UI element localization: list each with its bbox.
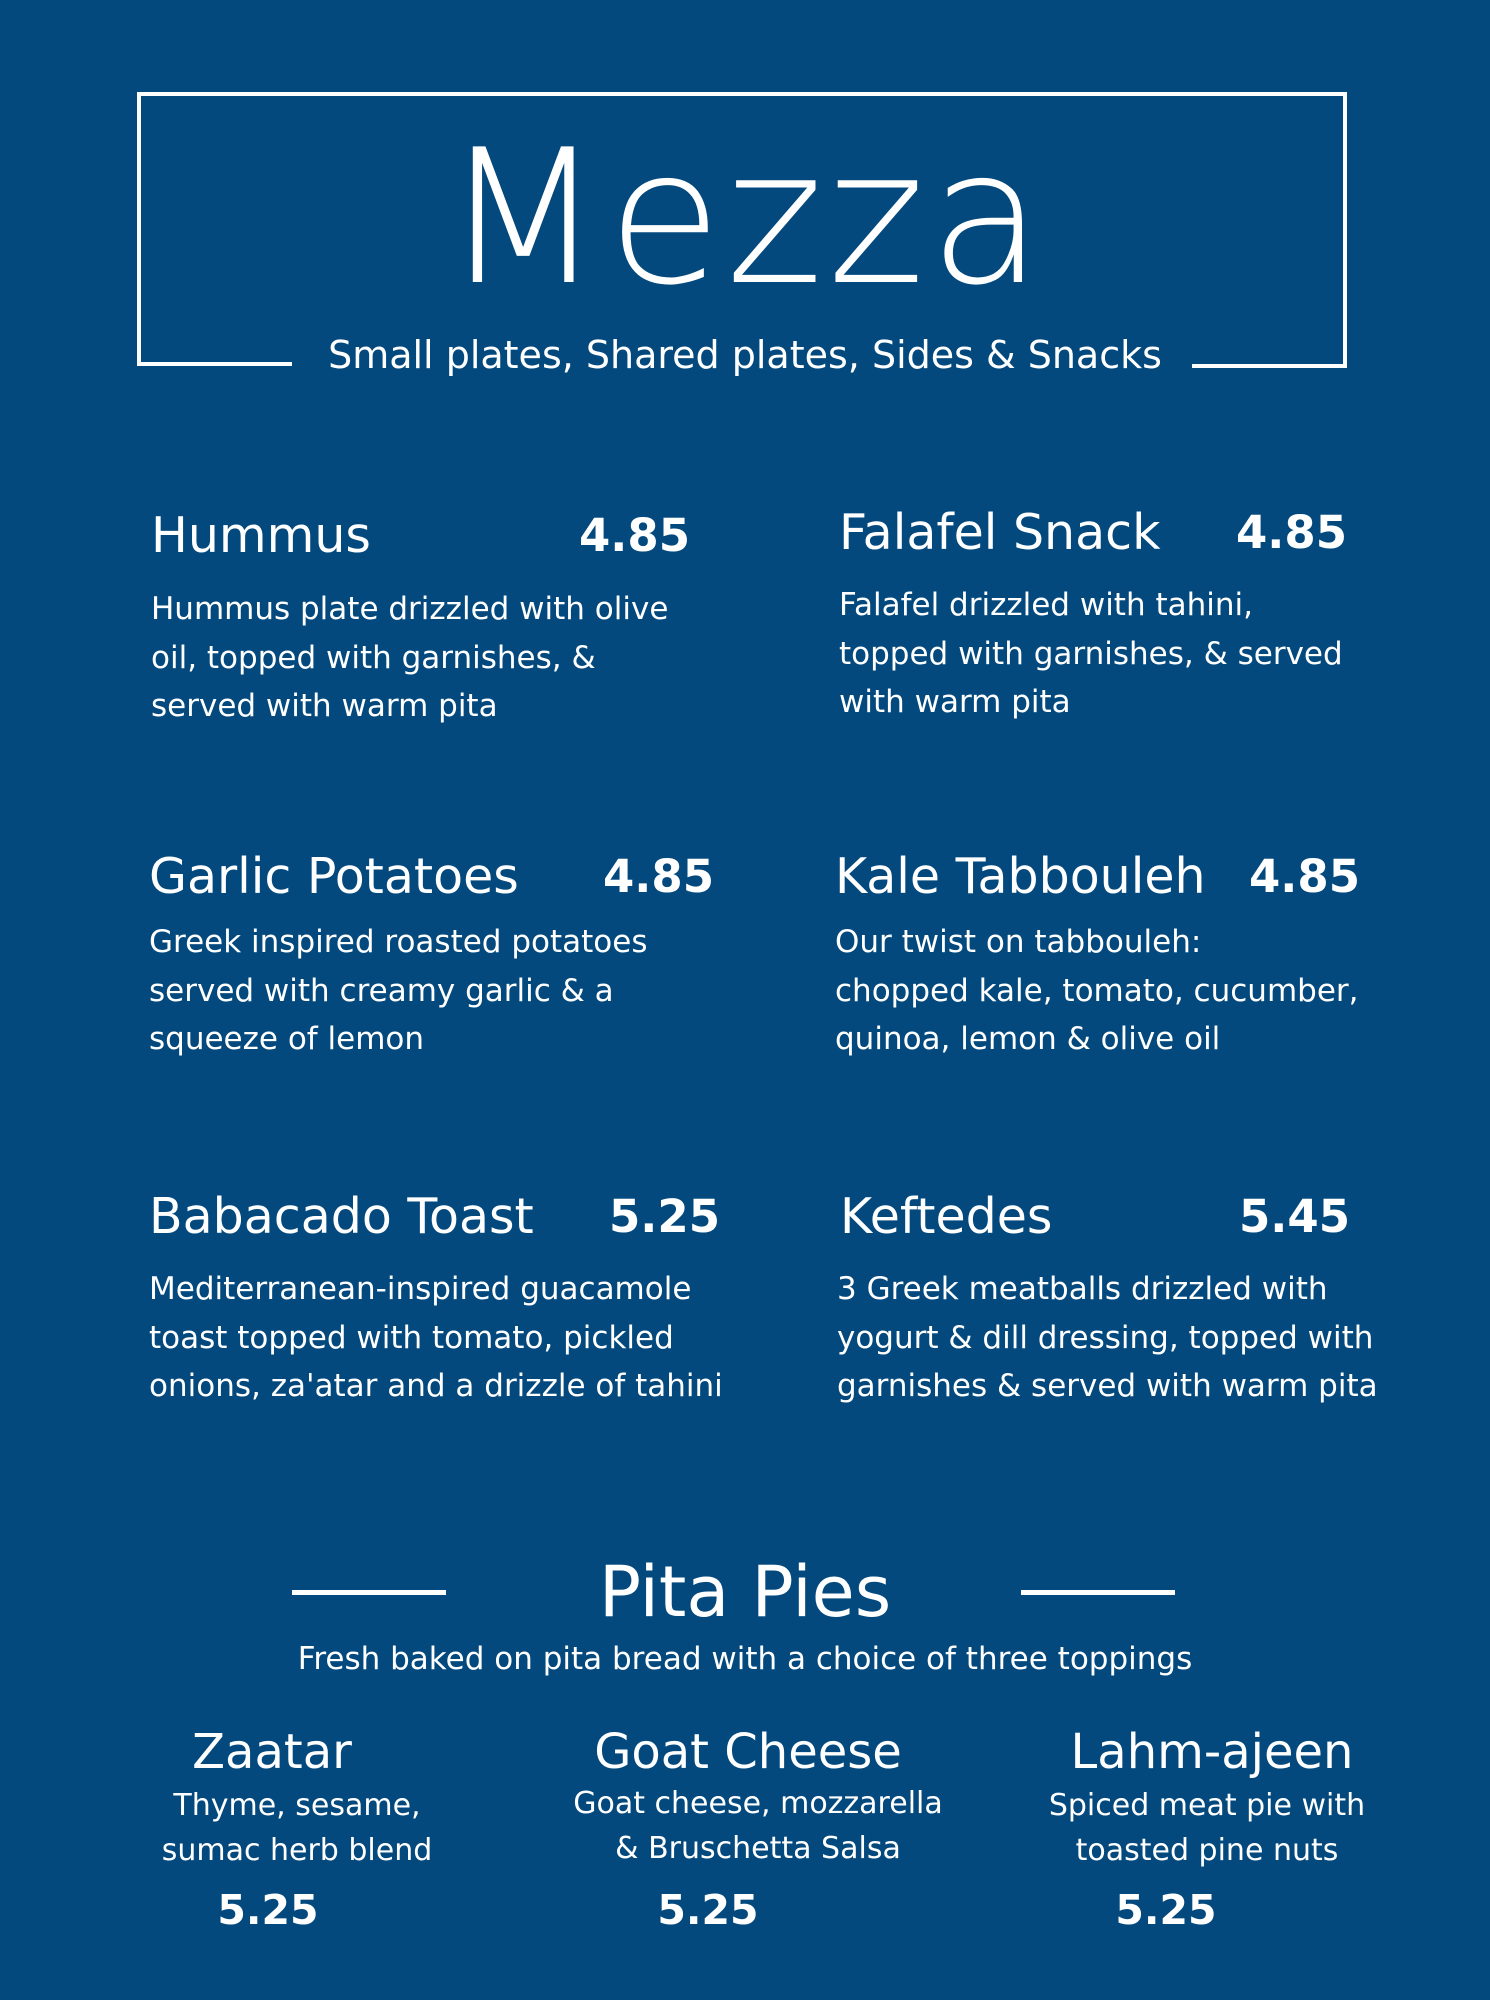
item-description (839, 581, 1343, 727)
section-title: Pita Pies (598, 1551, 892, 1633)
item-price: 5.45 (1239, 1190, 1351, 1243)
item-description (149, 918, 647, 1064)
description-line: Spiced meat pie with (1048, 1788, 1366, 1823)
description-line: Our twist on tabbouleh: (835, 924, 1202, 960)
item-name: Falafel Snack (839, 504, 1161, 561)
description-line: sumac herb blend (161, 1833, 433, 1868)
pie-description (122, 1783, 472, 1873)
description-line: Mediterranean-inspired guacamole (149, 1271, 692, 1307)
description-line: served with creamy garlic & a (149, 972, 614, 1009)
description-line: toasted pine nuts (1075, 1833, 1339, 1868)
description-line: squeeze of lemon (149, 1021, 425, 1057)
item-price: 4.85 (603, 850, 715, 903)
item-description (835, 918, 1359, 1064)
description-line: topped with garnishes, & served (839, 635, 1343, 672)
item-name: Garlic Potatoes (149, 848, 519, 905)
page-subtitle: Small plates, Shared plates, Sides & Snacks (328, 333, 1162, 377)
description-line: Greek inspired roasted potatoes (149, 924, 648, 960)
item-description (151, 585, 668, 731)
pie-name: Zaatar (192, 1724, 352, 1780)
item-name: Babacado Toast (149, 1188, 534, 1245)
item-price: 5.25 (609, 1190, 721, 1243)
item-name: Keftedes (840, 1188, 1053, 1245)
item-name: Kale Tabbouleh (835, 848, 1206, 905)
description-line: toast topped with tomato, pickled (149, 1319, 674, 1356)
item-name: Hummus (151, 507, 371, 564)
pie-description (1032, 1783, 1382, 1873)
description-line: garnishes & served with warm pita (837, 1368, 1378, 1404)
description-line: oil, topped with garnishes, & (151, 639, 596, 676)
description-line: quinoa, lemon & olive oil (835, 1021, 1221, 1057)
description-line: 3 Greek meatballs drizzled with (837, 1271, 1328, 1307)
description-line: Goat cheese, mozzarella (573, 1786, 943, 1821)
description-line: onions, za'atar and a drizzle of tahini (149, 1368, 723, 1404)
pie-price: 5.25 (217, 1886, 319, 1934)
pie-description (558, 1781, 958, 1871)
section-subtitle: Fresh baked on pita bread with a choice of three toppings (297, 1641, 1193, 1677)
header-frame-top (137, 92, 1347, 96)
pie-name: Goat Cheese (594, 1724, 902, 1780)
page-title: Mezza (442, 109, 1048, 326)
pie-price: 5.25 (1115, 1886, 1217, 1934)
pie-price: 5.25 (657, 1886, 759, 1934)
description-line: yogurt & dill dressing, topped with (837, 1319, 1374, 1356)
description-line: & Bruschetta Salsa (615, 1831, 901, 1866)
description-line: Thyme, sesame, (173, 1788, 421, 1823)
description-line: Hummus plate drizzled with olive (151, 591, 669, 627)
item-description (149, 1265, 723, 1411)
description-line: served with warm pita (151, 688, 498, 724)
description-line: Falafel drizzled with tahini, (839, 587, 1253, 623)
item-description (837, 1265, 1378, 1411)
item-price: 4.85 (1249, 850, 1361, 903)
description-line: chopped kale, tomato, cucumber, (835, 972, 1359, 1009)
description-line: with warm pita (839, 684, 1071, 720)
pie-name: Lahm-ajeen (1070, 1724, 1354, 1780)
item-price: 4.85 (579, 509, 691, 562)
item-price: 4.85 (1236, 506, 1348, 559)
